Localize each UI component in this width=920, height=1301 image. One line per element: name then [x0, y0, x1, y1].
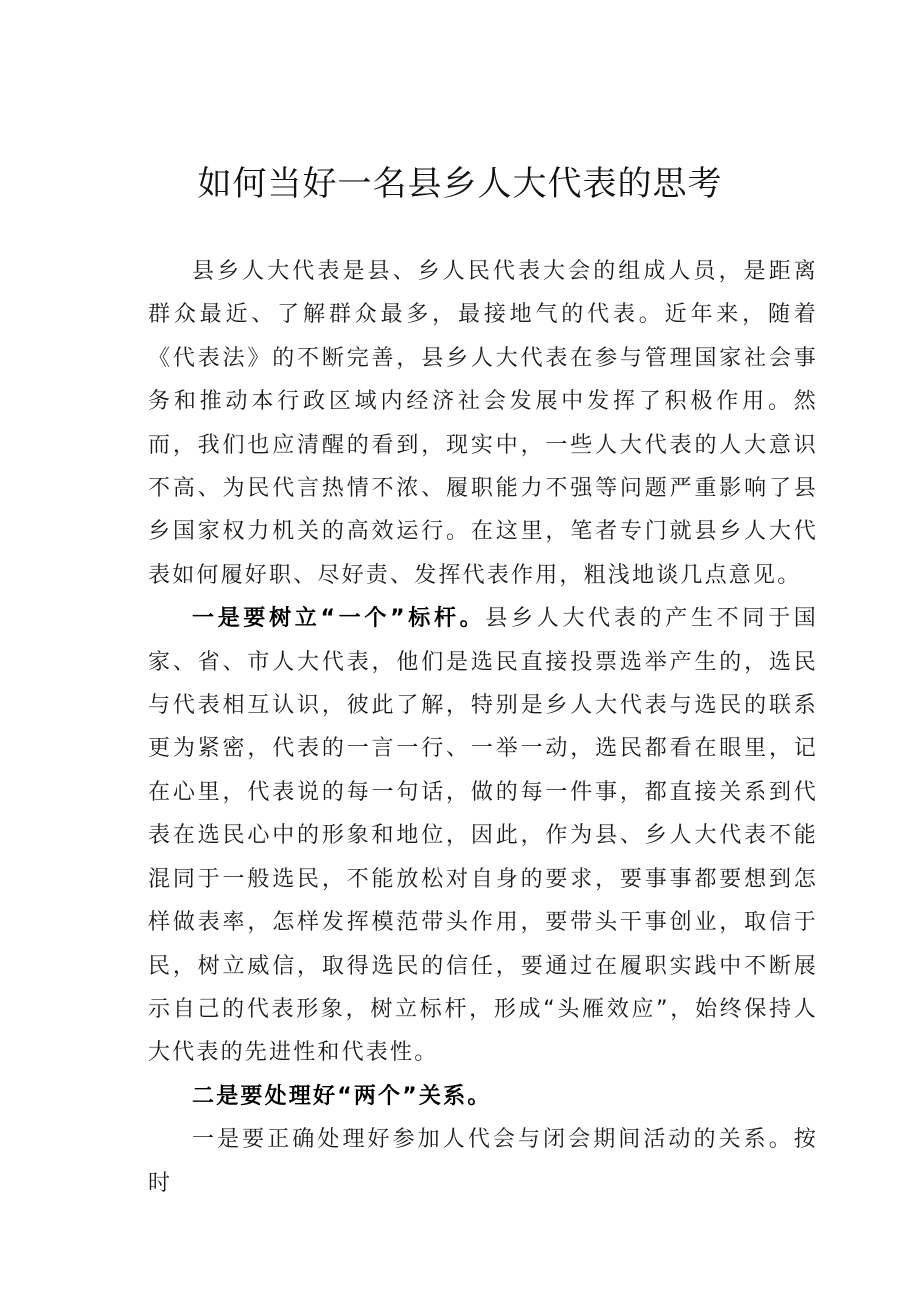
paragraph-lead: 一是要树立“一个”标杆。	[192, 606, 486, 632]
document-body	[148, 250, 818, 1205]
paragraph-point-two-heading	[148, 1075, 818, 1118]
paragraph-intro	[148, 250, 818, 597]
paragraph-point-one	[148, 597, 818, 1074]
paragraph-text: 县乡人大代表的产生不同于国家、省、市人大代表，他们是选民直接投票选举产生的，选民与代表相互认识，彼此了解，特别是乡人大代表与选民的联系更为紧密，代表的一言一行、一举一动，选民都看在眼里，记在心里，代表说的每一句话，做的每一件事，都直接关系到代表在选民心中的形象和地位，因此，作为县、乡人大代表不能混同于一般选民，不能放松对自身的要求，要事事都要想到怎样做表率，怎样发挥模范带头作用，要带头干事创业，取信于民，树立威信，取得选民的信任，要通过在履职实践中不断展示自己的代表形象，树立标杆，形成“头雁效应”，始终保持人大代表的先进性和代表性。	[148, 606, 818, 1066]
paragraph-point-two-sub	[148, 1118, 818, 1205]
paragraph-text: 县乡人大代表是县、乡人民代表大会的组成人员，是距离群众最近、了解群众最多，最接地气的代表。近年来，随着《代表法》的不断完善，县乡人大代表在参与管理国家社会事务和推动本行政区域内经济社会发展中发挥了积极作用。然而，我们也应清醒的看到，现实中，一些人大代表的人大意识不高、为民代言热情不浓、履职能力不强等问题严重影响了县乡国家权力机关的高效运行。在这里，笔者专门就县乡人大代表如何履好职、尽好责、发挥代表作用，粗浅地谈几点意见。	[148, 259, 818, 588]
paragraph-lead: 二是要处理好“两个”关系。	[192, 1083, 492, 1109]
paragraph-text: 一是要正确处理好参加人代会与闭会期间活动的关系。按时	[148, 1127, 818, 1196]
document-title: 如何当好一名县乡人大代表的思考	[197, 164, 723, 204]
